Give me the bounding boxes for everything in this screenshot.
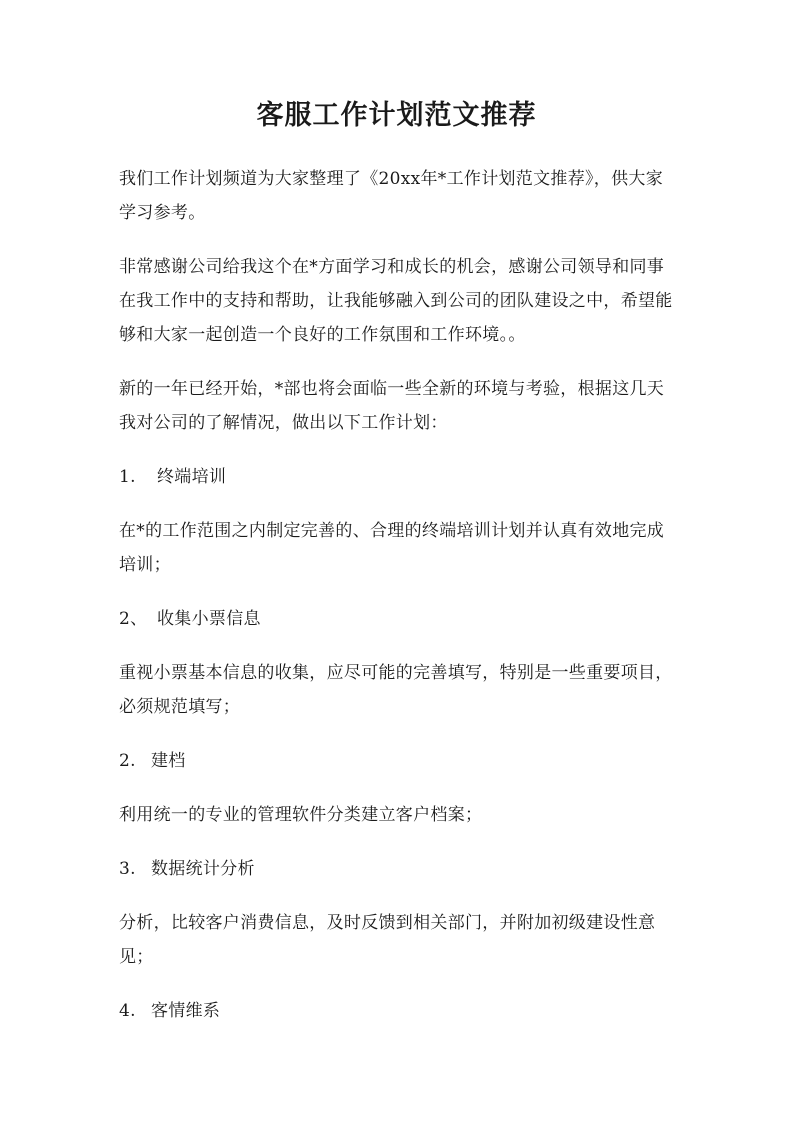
section-label: 客情维系 — [151, 1001, 221, 1021]
section-paragraph: 重视小票基本信息的收集，应尽可能的完善填写，特别是一些重要项目，必须规范填写； — [119, 663, 673, 717]
intro-paragraph: 我们工作计划频道为大家整理了《20xx年*工作计划范文推荐》，供大家学习参考。 — [119, 169, 664, 223]
section-label: 建档 — [151, 751, 186, 771]
section-number: 3. — [119, 859, 136, 879]
thanks-paragraph: 非常感谢公司给我这个在*方面学习和成长的机会，感谢公司领导和同事在我工作中的支持和帮助，让我能够融入到公司的团队建设之中，希望能够和大家一起创造一个良好的工作氛围和工作环境。。 — [119, 257, 673, 345]
section-paragraph: 利用统一的专业的管理软件分类建立客户档案； — [119, 805, 483, 825]
section-label: 终端培训 — [157, 467, 227, 487]
section-heading-receipt-info — [119, 602, 679, 636]
document-title: 客服工作计划范文推荐 — [256, 100, 537, 131]
document-body — [119, 162, 679, 1048]
section-number: 1. — [119, 467, 136, 487]
section-number: 2. — [119, 751, 136, 771]
section-heading-terminal-training — [119, 460, 679, 494]
section-number: 2、 — [119, 609, 148, 629]
section-label: 数据统计分析 — [151, 859, 255, 879]
section-paragraph: 分析，比较客户消费信息，及时反馈到相关部门，并附加初级建设性意见； — [119, 913, 656, 967]
section-paragraph: 在*的工作范围之内制定完善的、合理的终端培训计划并认真有效地完成培训； — [119, 521, 665, 575]
section-number: 4. — [119, 1001, 136, 1021]
section-heading-customer-relations — [119, 994, 679, 1028]
plan-intro-paragraph: 新的一年已经开始，*部也将会面临一些全新的环境与考验，根据这几天我对公司的了解情况，做出以下工作计划： — [119, 379, 665, 433]
section-heading-data-analysis — [119, 852, 679, 886]
section-label: 收集小票信息 — [157, 609, 261, 629]
section-heading-archiving — [119, 744, 679, 778]
